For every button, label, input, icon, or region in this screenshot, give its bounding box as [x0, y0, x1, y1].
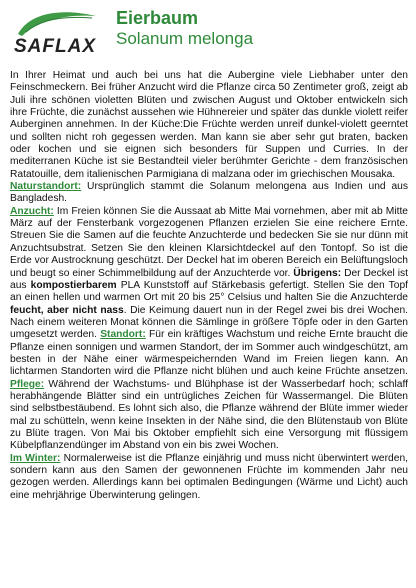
- winter-heading: Im Winter:: [10, 452, 61, 464]
- care-text: Während der Wachstums- und Blühphase ist der Wasserbedarf hoch; schlaff herabhängende Blätter sind ein untrügliches Zeichen für Wassermangel. Die Blüten sind selbstbestäubend. Es lohnt sich also, die Pflanze während der Blüte immer wieder mal zu schütteln, wenn keine Insekten in der Nähe sind, die den Blütenstaub von Blüte zu Blüte tragen. Von Mai bis Oktober empfiehlt sich eine Versorgung mit flüssigem Kübelpflanzendünger im Abstand von ein bis zwei Wochen.: [10, 378, 408, 452]
- winter-text: Normalerweise ist die Pflanze einjährig und muss nicht überwintert werden, sondern kann aus den Samen der gewonnenen Früchte im kommenden Jahr neu gezogen werden. Allerdings kann bei optimalen Bedingungen (Wärme und Licht) auch eine mehrjährige Überwinterung gelingen.: [10, 452, 408, 501]
- winter-section: [10, 453, 408, 502]
- header: [116, 8, 253, 50]
- page-subtitle: Solanum melonga: [116, 29, 254, 48]
- sowing-text-4: . Die Keimung dauert nun in der Regel zwei bis drei Wochen. Nach einem weiteren Monat können die Sämlinge in größere Töpfe oder in den Garten umgesetzt werden.: [10, 304, 409, 341]
- sowing-moisture-note: feucht, aber nicht nass: [10, 304, 124, 316]
- location-heading: Standort:: [100, 329, 146, 341]
- sowing-text-3: PLA Kunststoff auf Stärkebasis gefertigt. Stellen Sie den Topf an einen hellen und warmen Ort mit 20 bis 25° Celsius und halten Sie die Anzuchterde: [10, 279, 408, 304]
- sowing-note-label: Übrigens:: [293, 267, 342, 279]
- sowing-section: [10, 206, 408, 453]
- location-text: Für ein kräftiges Wachstum und reiche Ernte braucht die Pflanze einen sonnigen und warmen Standort, der im Sommer auch windgeschützt, am besten in der Nähe einer wärmespeichernden Wand im Freien liegen kann. An lichtarmen Standorten wird die Pflanze nicht blühen und auch keine Früchte ansetzen.: [10, 329, 408, 378]
- origin-section: [10, 181, 408, 206]
- origin-text: Ursprünglich stammt die Solanum melongena aus Indien und aus Bangladesh.: [10, 181, 408, 205]
- origin-heading: Naturstandort:: [10, 181, 82, 193]
- care-heading: Pflege:: [10, 378, 45, 390]
- sowing-text-1: Im Freien können Sie die Aussaat ab Mitte Mai vornehmen, aber mit ab Mitte März auf der Fensterbank vorgezogenen Pflanzen erzielen Sie eine reichere Ernte. Streuen Sie die Samen auf die feuchte Anzuchterde und bedecken Sie sie nur dünn mit Anzuchtsubstrat. Setzen Sie den kleinen Klarsichtdeckel auf den Tontopf. So ist die Erde vor Austrocknung geschützt. Der Deckel hat im oberen Bereich ein Belüftungsloch und beugt so einer Schimmelbildung auf der Anzuchterde vor.: [10, 205, 408, 279]
- intro-paragraph: In Ihrer Heimat und auch bei uns hat die Aubergine viele Liebhaber unter den Feinschmeckern. Bei früher Anzucht wird die Pflanze circa 50 Zentimeter groß, zeigt ab Juli ihre schönen violetten Blüten und zwischen August und Oktober entwickeln sich ihre Früchte, die zunächst aussehen wie Hühnereier und später das dunkle violett reifer Auberginen annehmen. In der Küche:Die Früchte werden unreif dunkel-violett geerntet und sollten nicht roh gegessen werden. Man kann sie aber sehr gut braten, backen oder kochen und sie eignen sich besonders für Suppen und Curries. In der mediterranen Küche ist sie Bestandteil vieler berühmter Gerichte - dem französischen Ratatouille, dem italienischen Parmigiana di malzana oder im griechischen Mousaka.: [10, 70, 408, 180]
- description-text: [10, 70, 408, 502]
- page-title: Eierbaum: [116, 8, 199, 28]
- brand-logo: [10, 6, 100, 64]
- sowing-text-2: Der Deckel ist aus: [10, 267, 409, 291]
- leaf-swoosh-icon: [16, 8, 98, 38]
- sowing-heading: Anzucht:: [10, 205, 54, 217]
- brand-logo-text: SAFLAX: [14, 36, 96, 57]
- sowing-compostable: kompostierbarem: [30, 279, 117, 291]
